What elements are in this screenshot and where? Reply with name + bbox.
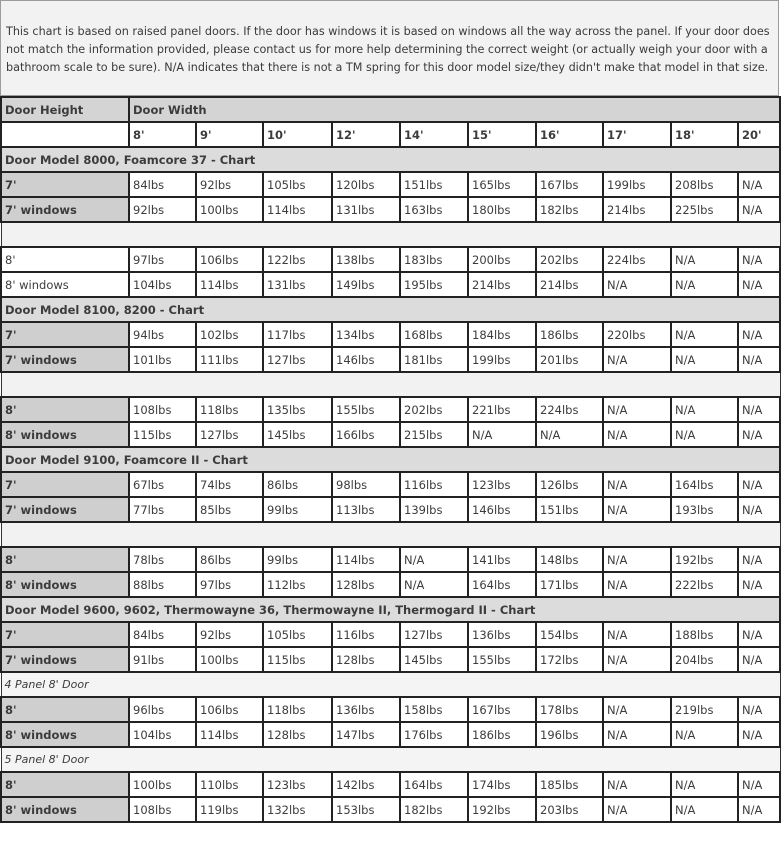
weight-cell: 120lbs — [332, 172, 400, 197]
row-label: 8' windows — [1, 272, 129, 297]
row-label: 7' windows — [1, 647, 129, 672]
row-label: 8' windows — [1, 422, 129, 447]
weight-cell: 172lbs — [536, 647, 603, 672]
weight-cell: 202lbs — [536, 247, 603, 272]
table-row — [1, 497, 780, 522]
weight-cell: 165lbs — [468, 172, 536, 197]
table-row — [1, 172, 780, 197]
weight-cell: 128lbs — [263, 722, 332, 747]
weight-cell: N/A — [603, 647, 671, 672]
width-14: 14' — [400, 122, 468, 147]
weight-cell: 220lbs — [603, 322, 671, 347]
weight-cell: 131lbs — [332, 197, 400, 222]
weight-cell: 104lbs — [129, 722, 196, 747]
door-weight-table — [0, 96, 781, 823]
weight-cell: N/A — [603, 772, 671, 797]
weight-cell: N/A — [671, 272, 738, 297]
weight-cell: 97lbs — [129, 247, 196, 272]
weight-cell: 98lbs — [332, 472, 400, 497]
weight-cell: 184lbs — [468, 322, 536, 347]
weight-cell: 105lbs — [263, 172, 332, 197]
weight-cell: 127lbs — [400, 622, 468, 647]
row-label: 7' — [1, 472, 129, 497]
width-15: 15' — [468, 122, 536, 147]
row-label: 7' — [1, 622, 129, 647]
row-label: 8' — [1, 247, 129, 272]
weight-cell: N/A — [603, 797, 671, 822]
chart-description: This chart is based on raised panel doors. If the door has windows it is based on windows all the way across the panel. If your door does not match the information provided, please contact us for more help determining the correct weight (or actually weigh your door with a bathroom scale to be sure). N/A indicates that there is not a TM spring for this door model size/they didn't make that model in that size. — [0, 0, 779, 96]
weight-cell: 101lbs — [129, 347, 196, 372]
weight-cell: 88lbs — [129, 572, 196, 597]
weight-cell: 96lbs — [129, 697, 196, 722]
weight-cell: 100lbs — [196, 647, 263, 672]
table-row — [1, 772, 780, 797]
weight-cell: N/A — [738, 422, 780, 447]
weight-cell: 136lbs — [332, 697, 400, 722]
row-label: 8' windows — [1, 722, 129, 747]
table-row — [1, 347, 780, 372]
width-row — [1, 122, 780, 147]
weight-cell: N/A — [738, 697, 780, 722]
weight-cell: 67lbs — [129, 472, 196, 497]
weight-cell: 114lbs — [263, 197, 332, 222]
weight-cell: 114lbs — [196, 722, 263, 747]
weight-cell: N/A — [671, 772, 738, 797]
weight-cell: 145lbs — [400, 647, 468, 672]
weight-cell: 100lbs — [196, 197, 263, 222]
table-row — [1, 622, 780, 647]
weight-cell: 105lbs — [263, 622, 332, 647]
spacer-cell — [1, 522, 780, 547]
weight-cell: N/A — [738, 272, 780, 297]
table-row — [1, 247, 780, 272]
weight-cell: N/A — [738, 772, 780, 797]
weight-cell: 153lbs — [332, 797, 400, 822]
weight-cell: 214lbs — [603, 197, 671, 222]
weight-cell: N/A — [603, 347, 671, 372]
weight-cell: 122lbs — [263, 247, 332, 272]
section-title-row — [1, 297, 780, 322]
weight-cell: 151lbs — [400, 172, 468, 197]
weight-cell: 146lbs — [468, 497, 536, 522]
weight-cell: 224lbs — [536, 397, 603, 422]
weight-cell: N/A — [738, 797, 780, 822]
weight-cell: 102lbs — [196, 322, 263, 347]
weight-cell: 200lbs — [468, 247, 536, 272]
weight-cell: 142lbs — [332, 772, 400, 797]
weight-cell: 92lbs — [129, 197, 196, 222]
weight-cell: 182lbs — [536, 197, 603, 222]
weight-cell: 155lbs — [332, 397, 400, 422]
weight-cell: 97lbs — [196, 572, 263, 597]
weight-cell: N/A — [738, 497, 780, 522]
width-10: 10' — [263, 122, 332, 147]
weight-cell: 167lbs — [468, 697, 536, 722]
table-row — [1, 547, 780, 572]
weight-cell: N/A — [671, 397, 738, 422]
weight-cell: 74lbs — [196, 472, 263, 497]
weight-cell: N/A — [603, 722, 671, 747]
weight-cell: N/A — [671, 347, 738, 372]
weight-cell: 115lbs — [129, 422, 196, 447]
table-row — [1, 197, 780, 222]
weight-cell: 145lbs — [263, 422, 332, 447]
weight-cell: N/A — [603, 397, 671, 422]
weight-cell: N/A — [603, 497, 671, 522]
weight-cell: 181lbs — [400, 347, 468, 372]
weight-cell: 116lbs — [400, 472, 468, 497]
weight-cell: 176lbs — [400, 722, 468, 747]
width-9: 9' — [196, 122, 263, 147]
weight-cell: 199lbs — [468, 347, 536, 372]
weight-cell: 85lbs — [196, 497, 263, 522]
weight-cell: N/A — [671, 722, 738, 747]
weight-cell: N/A — [671, 797, 738, 822]
row-label: 7' — [1, 322, 129, 347]
table-row — [1, 647, 780, 672]
weight-cell: 99lbs — [263, 547, 332, 572]
weight-cell: 149lbs — [332, 272, 400, 297]
weight-cell: N/A — [603, 272, 671, 297]
weight-cell: N/A — [671, 422, 738, 447]
weight-cell: N/A — [738, 172, 780, 197]
weight-cell: 128lbs — [332, 647, 400, 672]
width-12: 12' — [332, 122, 400, 147]
weight-cell: 118lbs — [196, 397, 263, 422]
door-width-header: Door Width — [129, 97, 780, 122]
weight-cell: N/A — [400, 547, 468, 572]
weight-cell: 94lbs — [129, 322, 196, 347]
weight-cell: N/A — [603, 697, 671, 722]
weight-cell: 201lbs — [536, 347, 603, 372]
weight-cell: 114lbs — [196, 272, 263, 297]
table-row — [1, 422, 780, 447]
weight-cell: 115lbs — [263, 647, 332, 672]
spacer-row — [1, 372, 780, 397]
weight-cell: 106lbs — [196, 697, 263, 722]
weight-cell: N/A — [603, 572, 671, 597]
weight-cell: 108lbs — [129, 397, 196, 422]
header-row — [1, 97, 780, 122]
subheading-row — [1, 672, 780, 697]
weight-cell: N/A — [738, 397, 780, 422]
weight-cell: N/A — [738, 622, 780, 647]
weight-cell: 166lbs — [332, 422, 400, 447]
width-20: 20' — [738, 122, 780, 147]
weight-cell: 155lbs — [468, 647, 536, 672]
weight-cell: 92lbs — [196, 622, 263, 647]
subheading-row — [1, 747, 780, 772]
weight-cell: N/A — [738, 722, 780, 747]
weight-cell: 186lbs — [468, 722, 536, 747]
weight-cell: 110lbs — [196, 772, 263, 797]
weight-cell: 77lbs — [129, 497, 196, 522]
weight-cell: N/A — [603, 472, 671, 497]
weight-cell: 127lbs — [196, 422, 263, 447]
section-title-row — [1, 597, 780, 622]
weight-cell: 134lbs — [332, 322, 400, 347]
weight-cell: 136lbs — [468, 622, 536, 647]
weight-cell: 116lbs — [332, 622, 400, 647]
weight-cell: 208lbs — [671, 172, 738, 197]
section-title-row — [1, 447, 780, 472]
weight-cell: 123lbs — [263, 772, 332, 797]
weight-cell: 185lbs — [536, 772, 603, 797]
weight-cell: 132lbs — [263, 797, 332, 822]
spacer-row — [1, 522, 780, 547]
weight-cell: 163lbs — [400, 197, 468, 222]
weight-cell: 164lbs — [400, 772, 468, 797]
table-row — [1, 722, 780, 747]
section-title: Door Model 9100, Foamcore II - Chart — [1, 447, 780, 472]
weight-cell: 203lbs — [536, 797, 603, 822]
weight-cell: 167lbs — [536, 172, 603, 197]
weight-cell: N/A — [738, 247, 780, 272]
weight-cell: 148lbs — [536, 547, 603, 572]
weight-cell: N/A — [738, 322, 780, 347]
weight-cell: 215lbs — [400, 422, 468, 447]
table-row — [1, 272, 780, 297]
weight-cell: 146lbs — [332, 347, 400, 372]
row-label: 7' — [1, 172, 129, 197]
weight-cell: N/A — [603, 547, 671, 572]
weight-cell: 168lbs — [400, 322, 468, 347]
weight-cell: 114lbs — [332, 547, 400, 572]
weight-cell: N/A — [738, 197, 780, 222]
weight-cell: 119lbs — [196, 797, 263, 822]
row-label: 7' windows — [1, 497, 129, 522]
weight-cell: 78lbs — [129, 547, 196, 572]
width-18: 18' — [671, 122, 738, 147]
weight-cell: 84lbs — [129, 172, 196, 197]
weight-cell: 84lbs — [129, 622, 196, 647]
weight-cell: N/A — [738, 647, 780, 672]
section-title: Door Model 8000, Foamcore 37 - Chart — [1, 147, 780, 172]
table-row — [1, 697, 780, 722]
width-8: 8' — [129, 122, 196, 147]
weight-cell: 196lbs — [536, 722, 603, 747]
weight-cell: 131lbs — [263, 272, 332, 297]
weight-cell: 91lbs — [129, 647, 196, 672]
weight-cell: 138lbs — [332, 247, 400, 272]
weight-cell: 104lbs — [129, 272, 196, 297]
weight-cell: 147lbs — [332, 722, 400, 747]
spacer-cell — [1, 372, 780, 397]
weight-cell: 182lbs — [400, 797, 468, 822]
weight-cell: 128lbs — [332, 572, 400, 597]
weight-cell: 192lbs — [468, 797, 536, 822]
width-corner-cell — [1, 122, 129, 147]
weight-cell: 86lbs — [263, 472, 332, 497]
width-16: 16' — [536, 122, 603, 147]
weight-cell: 219lbs — [671, 697, 738, 722]
table-row — [1, 472, 780, 497]
section-title: Door Model 9600, 9602, Thermowayne 36, Thermowayne II, Thermogard II - Chart — [1, 597, 780, 622]
row-label: 7' windows — [1, 347, 129, 372]
weight-cell: 126lbs — [536, 472, 603, 497]
weight-cell: 99lbs — [263, 497, 332, 522]
weight-cell: 151lbs — [536, 497, 603, 522]
weight-cell: 214lbs — [468, 272, 536, 297]
weight-cell: 178lbs — [536, 697, 603, 722]
weight-cell: 123lbs — [468, 472, 536, 497]
weight-cell: N/A — [671, 247, 738, 272]
weight-cell: N/A — [738, 547, 780, 572]
weight-cell: N/A — [738, 347, 780, 372]
table-row — [1, 397, 780, 422]
weight-cell: 86lbs — [196, 547, 263, 572]
spacer-row — [1, 222, 780, 247]
section-title: Door Model 8100, 8200 - Chart — [1, 297, 780, 322]
row-label: 8' — [1, 697, 129, 722]
table-row — [1, 322, 780, 347]
weight-cell: 171lbs — [536, 572, 603, 597]
weight-cell: 195lbs — [400, 272, 468, 297]
weight-cell: 192lbs — [671, 547, 738, 572]
row-label: 7' windows — [1, 197, 129, 222]
weight-cell: 188lbs — [671, 622, 738, 647]
weight-cell: N/A — [671, 322, 738, 347]
door-height-header: Door Height — [1, 97, 129, 122]
weight-cell: 139lbs — [400, 497, 468, 522]
row-label: 8' — [1, 547, 129, 572]
row-label: 8' windows — [1, 797, 129, 822]
weight-cell: 113lbs — [332, 497, 400, 522]
spacer-cell — [1, 222, 780, 247]
weight-cell: 199lbs — [603, 172, 671, 197]
width-17: 17' — [603, 122, 671, 147]
weight-cell: 127lbs — [263, 347, 332, 372]
weight-cell: 214lbs — [536, 272, 603, 297]
row-label: 8' — [1, 772, 129, 797]
weight-cell: 222lbs — [671, 572, 738, 597]
weight-cell: 164lbs — [468, 572, 536, 597]
weight-cell: 164lbs — [671, 472, 738, 497]
table-row — [1, 572, 780, 597]
weight-cell: 117lbs — [263, 322, 332, 347]
weight-cell: N/A — [468, 422, 536, 447]
row-label: 8' — [1, 397, 129, 422]
weight-cell: 225lbs — [671, 197, 738, 222]
row-label: 8' windows — [1, 572, 129, 597]
weight-cell: 154lbs — [536, 622, 603, 647]
weight-cell: N/A — [738, 472, 780, 497]
weight-cell: 111lbs — [196, 347, 263, 372]
weight-cell: 112lbs — [263, 572, 332, 597]
weight-cell: N/A — [536, 422, 603, 447]
weight-cell: 186lbs — [536, 322, 603, 347]
weight-cell: 204lbs — [671, 647, 738, 672]
weight-cell: N/A — [400, 572, 468, 597]
panel-subheading: 4 Panel 8' Door — [1, 672, 780, 697]
weight-cell: 180lbs — [468, 197, 536, 222]
table-row — [1, 797, 780, 822]
weight-cell: 106lbs — [196, 247, 263, 272]
weight-cell: 108lbs — [129, 797, 196, 822]
weight-cell: 118lbs — [263, 697, 332, 722]
weight-cell: 193lbs — [671, 497, 738, 522]
weight-cell: N/A — [603, 622, 671, 647]
weight-cell: 92lbs — [196, 172, 263, 197]
section-title-row — [1, 147, 780, 172]
weight-cell: 183lbs — [400, 247, 468, 272]
weight-cell: N/A — [603, 422, 671, 447]
weight-cell: 141lbs — [468, 547, 536, 572]
weight-cell: N/A — [738, 572, 780, 597]
weight-cell: 135lbs — [263, 397, 332, 422]
weight-cell: 221lbs — [468, 397, 536, 422]
weight-cell: 224lbs — [603, 247, 671, 272]
weight-cell: 202lbs — [400, 397, 468, 422]
weight-cell: 100lbs — [129, 772, 196, 797]
panel-subheading: 5 Panel 8' Door — [1, 747, 780, 772]
weight-cell: 174lbs — [468, 772, 536, 797]
weight-cell: 158lbs — [400, 697, 468, 722]
